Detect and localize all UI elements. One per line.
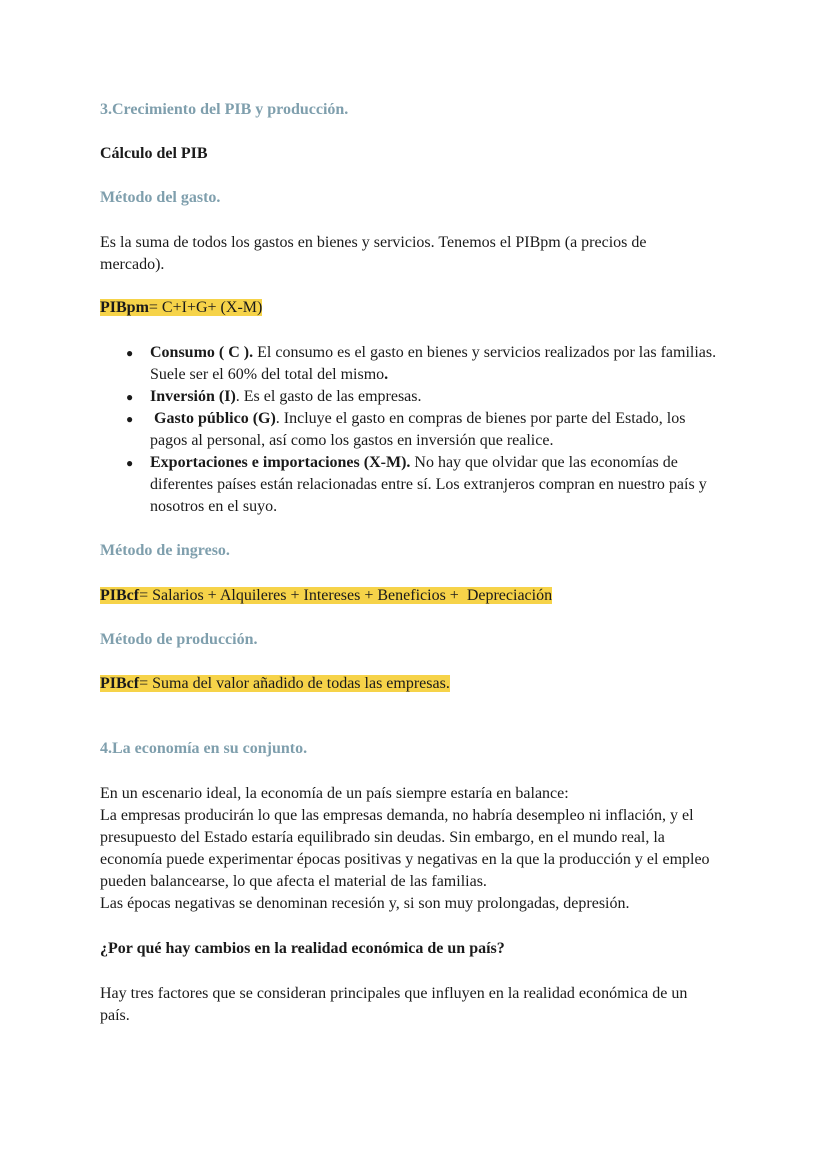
gasto-intro: Es la suma de todos los gastos en bienes y servicios. Tenemos el PIBpm (a precios de mercado).	[100, 234, 647, 273]
gasto-formula-highlight	[100, 299, 262, 316]
produccion-formula-highlight	[100, 675, 450, 692]
bullet-dot-icon: ●	[126, 456, 134, 470]
ingreso-heading: Método de ingreso.	[100, 542, 230, 559]
list-item	[100, 452, 725, 518]
produccion-formula	[100, 673, 725, 695]
list-item-text: El consumo es el gasto en bienes y servicios realizados por las familias. Suele ser el 60% del total del mismo	[150, 344, 717, 383]
bullet-dot-icon: ●	[126, 412, 134, 426]
ingreso-formula	[100, 585, 725, 607]
gasto-heading: Método del gasto.	[100, 189, 221, 206]
ingreso-formula-highlight	[100, 587, 552, 604]
economy-paragraph	[100, 783, 725, 915]
list-item-term: Exportaciones e importaciones (X-M).	[150, 454, 411, 471]
list-item-text: . Es el gasto de las empresas.	[235, 388, 422, 405]
list-item	[100, 342, 725, 386]
list-item-text: . Incluye el gasto en compras de bienes por parte del Estado, los pagos al personal, así como los gastos en inversión que realice.	[150, 410, 686, 449]
paragraph-line: Las épocas negativas se denominan recesión y, si son muy prolongadas, depresión.	[100, 895, 630, 912]
gasto-components-list	[100, 342, 725, 518]
bullet-dot-icon: ●	[126, 390, 134, 404]
section-3-title: 3.Crecimiento del PIB y producción.	[100, 101, 349, 118]
produccion-heading: Método de producción.	[100, 631, 258, 648]
produccion-formula-rest: = Suma del valor añadido de todas las empresas.	[139, 675, 450, 692]
list-item	[100, 386, 725, 408]
ingreso-formula-label: PIBcf	[100, 587, 140, 604]
produccion-formula-label: PIBcf	[100, 675, 140, 692]
ingreso-formula-rest: = Salarios + Alquileres + Intereses + Beneficios + Depreciación	[139, 587, 553, 604]
question-heading: ¿Por qué hay cambios en la realidad económica de un país?	[100, 940, 505, 957]
calc-heading: Cálculo del PIB	[100, 145, 208, 162]
list-item	[100, 408, 725, 452]
paragraph-line: En un escenario ideal, la economía de un país siempre estaría en balance:	[100, 785, 569, 802]
list-item-term: Consumo ( C ).	[150, 344, 254, 361]
list-item-term: Inversión (I)	[150, 388, 236, 405]
gasto-formula-rest: = C+I+G+ (X-M)	[148, 299, 263, 316]
bullet-dot-icon: ●	[126, 346, 134, 360]
list-item-term: Gasto público (G)	[150, 410, 276, 427]
gasto-formula-label: PIBpm	[100, 299, 149, 316]
gasto-formula	[100, 297, 725, 319]
list-item-text: No hay que olvidar que las economías de diferentes países están relacionadas entre sí. Los extranjeros compran en nuestro país y nosotros en el suyo.	[150, 454, 707, 515]
section-4-title: 4.La economía en su conjunto.	[100, 740, 308, 757]
paragraph-line: La empresas producirán lo que las empresas demanda, no habría desempleo ni inflación, y el presupuesto del Estado estaría equilibrado sin deudas. Sin embargo, en el mundo real, la economía puede experimentar épocas positivas y negativas en la que la producción y el empleo pueden balancearse, lo que afecta el material de las familias.	[100, 807, 710, 890]
list-item-end: .	[384, 366, 389, 383]
answer-paragraph: Hay tres factores que se consideran principales que influyen en la realidad económica de un país.	[100, 985, 688, 1024]
